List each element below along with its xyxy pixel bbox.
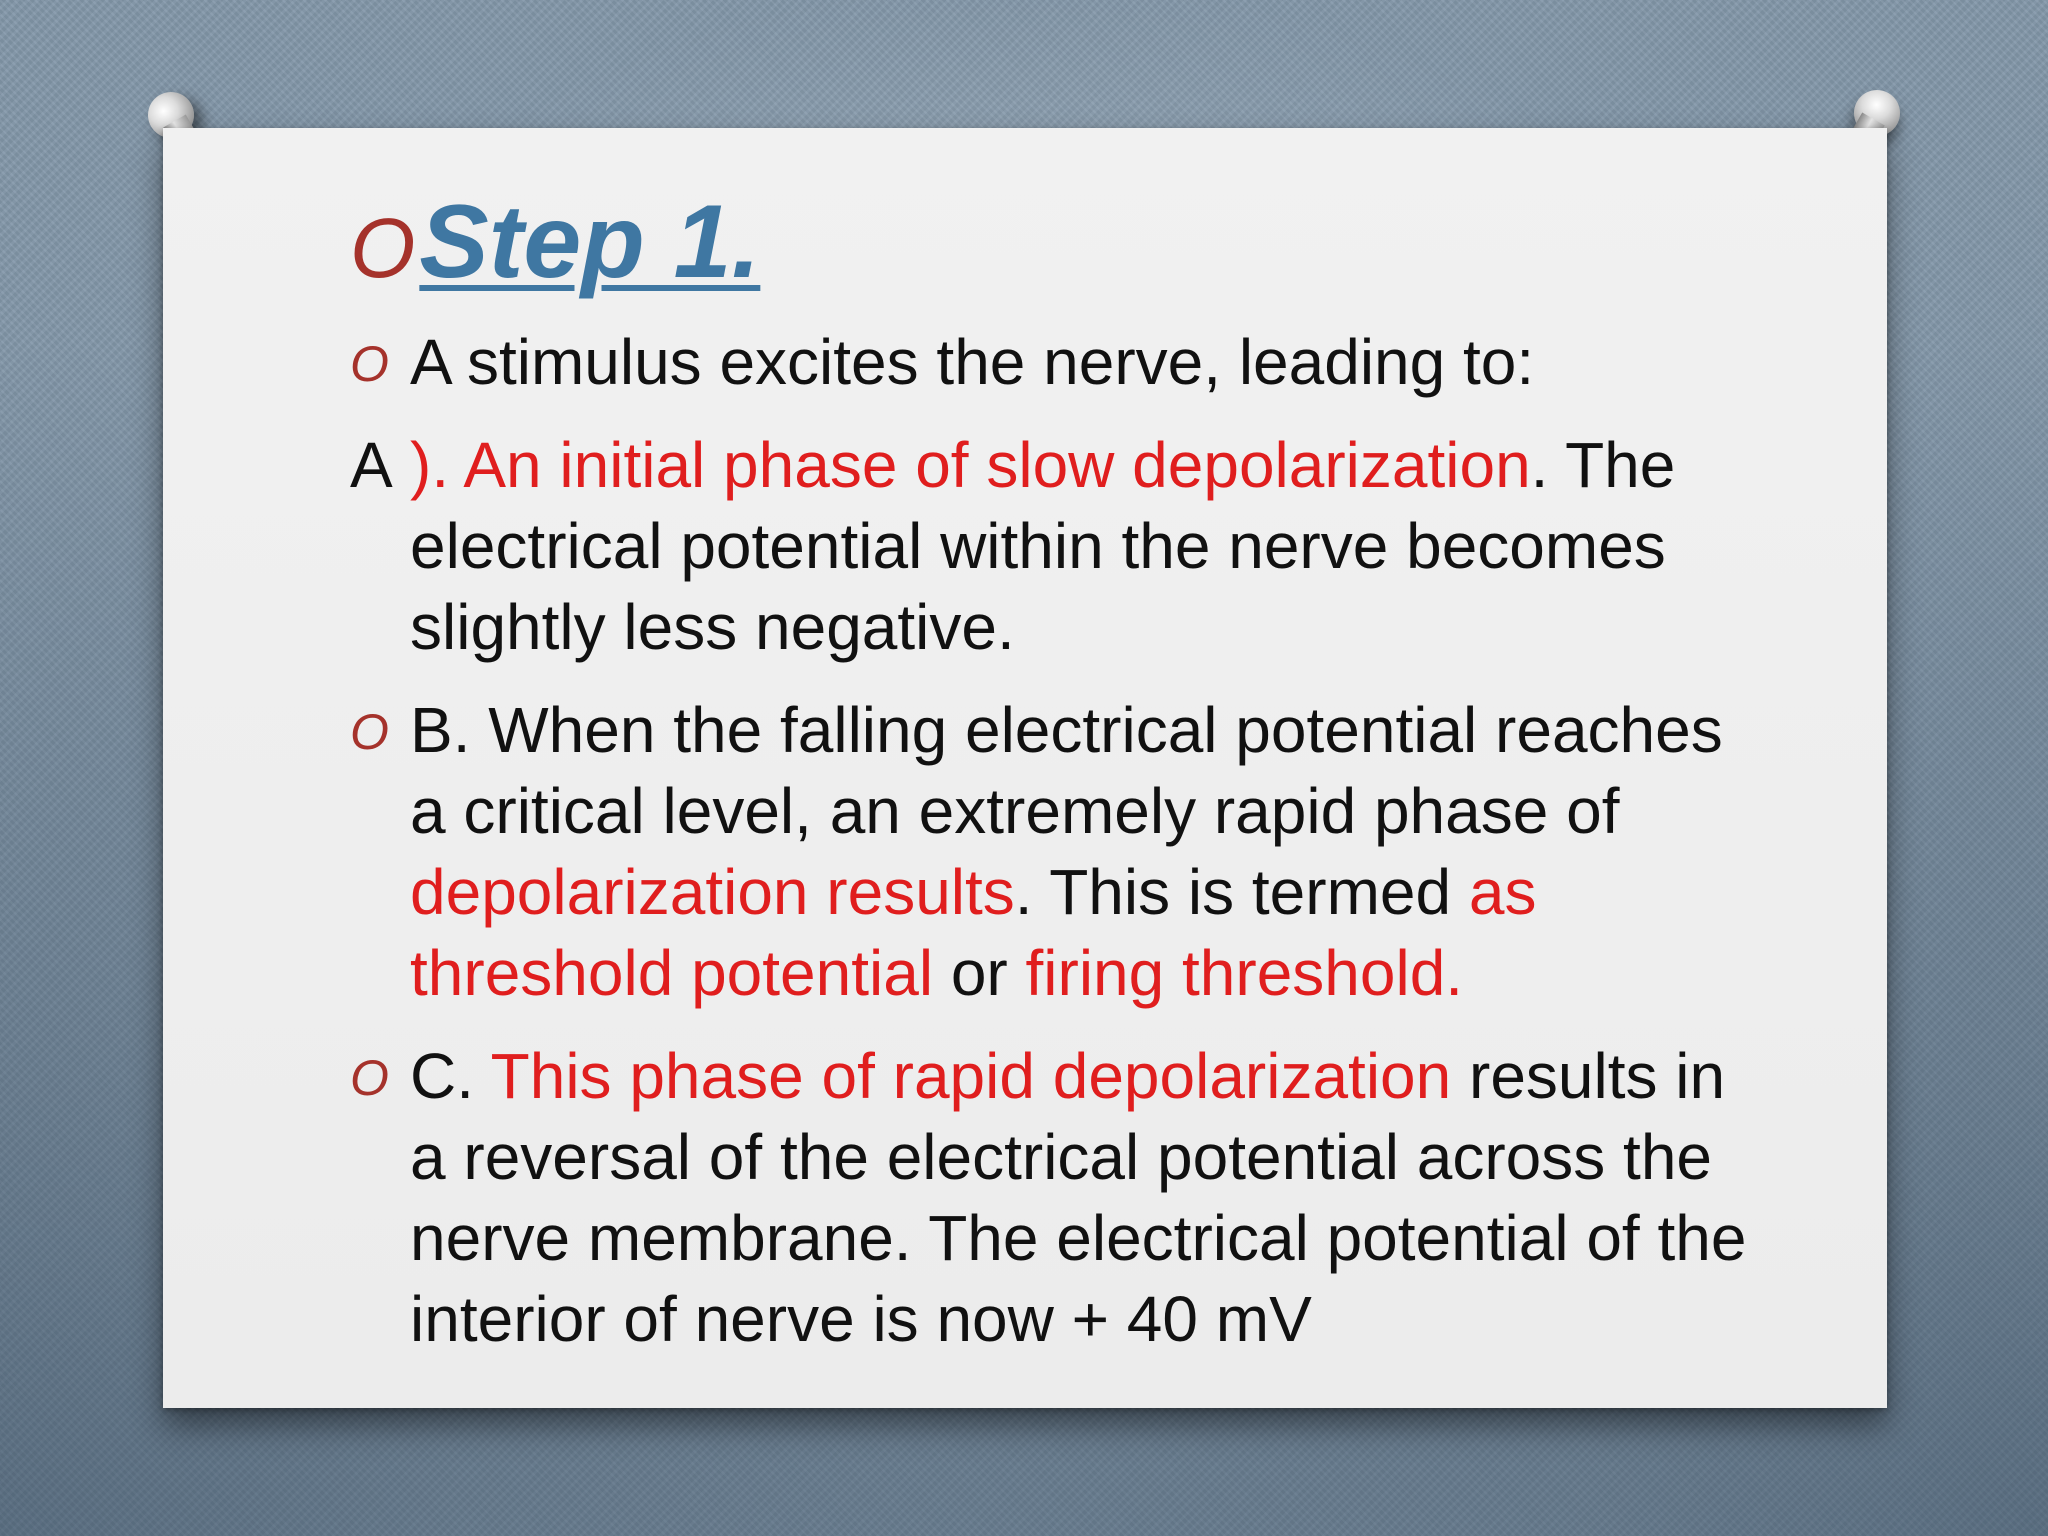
paragraph-c-text-2: results in a reversal of the electrical potential across the nerve membrane. The electrical potential of the interior of nerve is now + 40 mV	[410, 1040, 1747, 1355]
paragraph-intro	[350, 322, 1770, 403]
paragraph-b	[350, 690, 1770, 1014]
paragraph-b-highlight-2: as threshold potential	[410, 856, 1537, 1009]
paragraph-a-highlight: ). An initial phase of slow depolarization	[410, 429, 1531, 501]
title-bullet-marker: O	[350, 201, 416, 295]
paragraph-a	[350, 425, 1770, 668]
slide-title: Step 1.	[419, 184, 761, 300]
paragraph-c	[350, 1036, 1770, 1360]
slide-content	[350, 184, 1770, 1382]
bullet-marker: O	[350, 336, 389, 392]
paragraph-a-lead: A	[350, 429, 393, 501]
bullet-marker: O	[350, 704, 389, 760]
paragraph-b-highlight-1: depolarization results	[410, 856, 1015, 928]
paragraph-b-text-3: or	[933, 937, 1026, 1009]
paragraph-c-text-1: C.	[410, 1040, 491, 1112]
paragraph-a-text: . The electrical potential within the nerve becomes slightly less negative.	[410, 429, 1676, 663]
paragraph-c-highlight: This phase of rapid depolarization	[490, 1040, 1452, 1112]
intro-text: A stimulus excites the nerve, leading to:	[410, 326, 1535, 398]
paragraph-b-text-1: B. When the falling electrical potential reaches a critical level, an extremely rapid phase of	[410, 694, 1723, 847]
bullet-marker: O	[350, 1050, 389, 1106]
title-row	[350, 184, 1770, 300]
paragraph-b-text-2: . This is termed	[1014, 856, 1469, 928]
paragraph-b-highlight-3: firing threshold.	[1025, 937, 1464, 1009]
